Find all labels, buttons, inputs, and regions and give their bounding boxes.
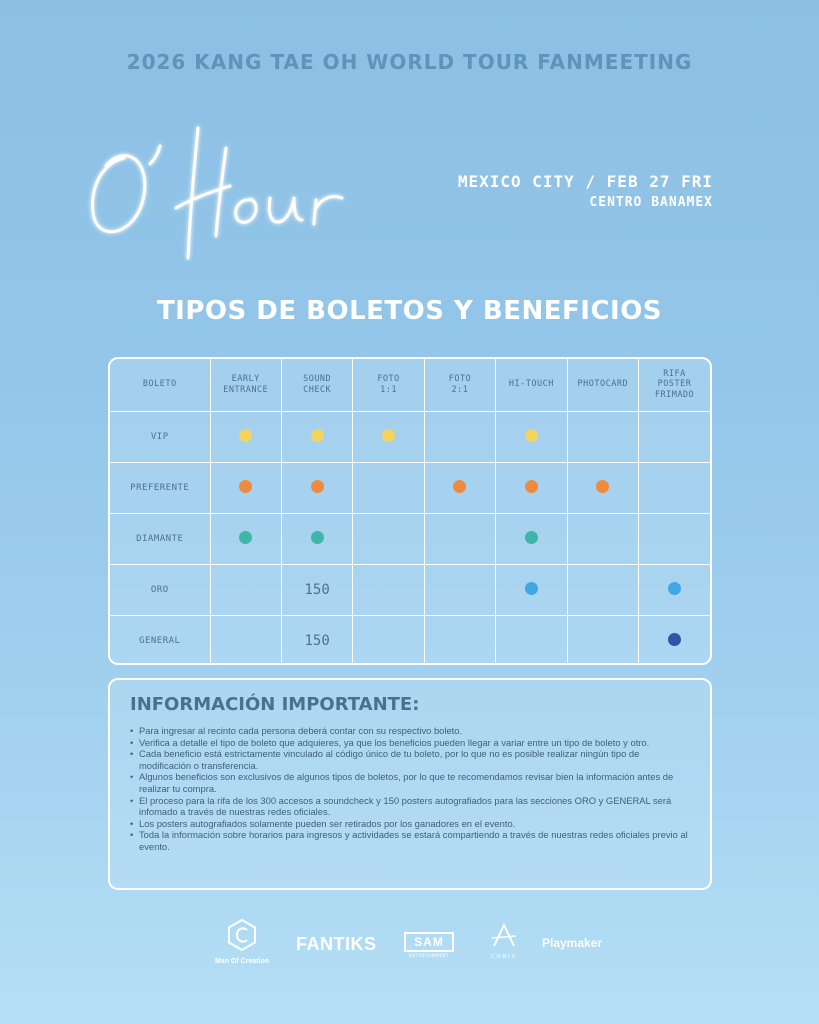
sam-sub: ENTERTAINMENT <box>409 953 449 958</box>
benefit-cell <box>353 462 424 513</box>
sponsor-logos <box>0 912 819 972</box>
benefit-cell <box>567 411 638 462</box>
benefit-cell <box>424 411 495 462</box>
column-header <box>281 359 352 411</box>
ohour-logo-art <box>80 108 370 268</box>
ticket-benefits-table <box>108 357 712 665</box>
column-header-line: 1:1 <box>380 384 397 395</box>
benefit-cell <box>353 615 424 665</box>
row-label: VIP <box>110 411 210 462</box>
benefit-cell <box>353 411 424 462</box>
column-header-line: FOTO <box>448 374 472 385</box>
table-row <box>110 564 710 615</box>
benefit-dot-icon <box>311 531 324 544</box>
row-label: DIAMANTE <box>110 513 210 564</box>
benefit-cell <box>353 564 424 615</box>
benefit-dot-icon <box>668 633 681 646</box>
column-header <box>210 359 281 411</box>
benefit-cell: 150 <box>281 615 352 665</box>
ohour-logo <box>80 108 370 268</box>
benefit-cell: 150 <box>281 564 352 615</box>
benefit-cell <box>424 513 495 564</box>
info-item: • Para ingresar al recinto cada persona deberá contar con su respectivo boleto. <box>130 725 690 737</box>
city-date: MEXICO CITY / FEB 27 FRI <box>457 172 713 191</box>
info-box <box>108 678 712 890</box>
column-header-line: CHECK <box>303 384 332 395</box>
moc-text: Man Of Creation <box>214 958 270 965</box>
info-item: • Toda la información sobre horarios para ingresos y actividades se estará compartiendo a través de nuestras redes oficiales previo al evento. <box>130 829 690 852</box>
column-header <box>567 359 638 411</box>
column-header <box>353 359 424 411</box>
table-row <box>110 411 710 462</box>
benefit-dot-icon <box>382 429 395 442</box>
benefit-cell <box>281 411 352 462</box>
playmaker-logo: Playmaker <box>542 936 603 950</box>
benefit-cell <box>496 513 567 564</box>
fantiks-logo: FANTIKS <box>296 934 377 954</box>
column-header-line: FRIMADO <box>654 390 695 401</box>
row-label: PREFERENTE <box>110 462 210 513</box>
benefit-cell <box>639 615 710 665</box>
row-label: ORO <box>110 564 210 615</box>
benefit-cell <box>567 513 638 564</box>
benefit-cell <box>210 564 281 615</box>
info-list <box>130 725 690 853</box>
column-header-line: 2:1 <box>451 384 469 395</box>
info-item: • Los posters autografiados solamente pueden ser retirados por los ganadores en el evento. <box>130 818 690 830</box>
column-header-line: POSTER <box>657 379 692 390</box>
benefit-cell <box>210 411 281 462</box>
benefit-cell <box>567 615 638 665</box>
benefit-cell <box>567 564 638 615</box>
benefit-cell <box>210 615 281 665</box>
column-header-line: RIFA <box>663 368 686 379</box>
benefit-dot-icon <box>668 582 681 595</box>
table-body <box>110 411 710 665</box>
table-header-row <box>110 359 710 411</box>
benefit-cell <box>496 411 567 462</box>
benefit-cell <box>424 462 495 513</box>
benefit-cell <box>639 411 710 462</box>
column-header-line: HI-TOUCH <box>508 379 554 390</box>
section-title: TIPOS DE BOLETOS Y BENEFICIOS <box>156 296 663 326</box>
info-item: • Algunos beneficios son exclusivos de algunos tipos de boletos, por lo que te recomendamos revisar bien la información antes de realizar tu compra. <box>130 771 690 794</box>
benefit-dot-icon <box>239 531 252 544</box>
benefit-dot-icon <box>239 480 252 493</box>
column-header <box>424 359 495 411</box>
benefit-dot-icon <box>311 480 324 493</box>
conis-logo <box>484 922 524 960</box>
benefit-cell <box>567 462 638 513</box>
benefit-dot-icon <box>525 480 538 493</box>
column-header-line: SOUND <box>303 374 332 385</box>
info-title: INFORMACIÓN IMPORTANTE: <box>130 694 420 715</box>
benefit-cell <box>210 462 281 513</box>
venue: CENTRO BANAMEX <box>589 195 713 210</box>
benefit-dot-icon <box>239 429 252 442</box>
benefit-dot-icon <box>525 582 538 595</box>
table-row <box>110 615 710 665</box>
tour-title: 2026 KANG TAE OH WORLD TOUR FANMEETING <box>126 50 693 74</box>
benefit-cell <box>424 564 495 615</box>
benefit-cell <box>281 462 352 513</box>
info-item: • Verifica a detalle el tipo de boleto que adquieres, ya que los beneficios pueden llegar a variar entre un tipo de boleto y otro. <box>130 737 690 749</box>
moc-mark-icon <box>225 918 259 952</box>
column-header-line: BOLETO <box>142 379 177 390</box>
table-row <box>110 462 710 513</box>
conis-mark-icon <box>490 922 518 950</box>
column-header-line: FOTO <box>377 374 400 385</box>
benefit-cell <box>496 615 567 665</box>
info-item: • Cada beneficio está estrictamente vinculado al código único de tu boleto, por lo que no es posible realizar ningún tipo de modificación o transferencia. <box>130 748 690 771</box>
benefit-dot-icon <box>311 429 324 442</box>
conis-sub: CONIS <box>491 954 517 960</box>
info-item: • El proceso para la rifa de los 300 accesos a soundcheck y 150 posters autografiados para las secciones ORO y GENERAL será infomado a través de nuestras redes oficiales. <box>130 795 690 818</box>
benefit-cell <box>639 564 710 615</box>
benefit-dot-icon <box>596 480 609 493</box>
benefit-cell <box>496 462 567 513</box>
row-label: GENERAL <box>110 615 210 665</box>
man-of-creation-logo <box>212 918 272 965</box>
table-row <box>110 513 710 564</box>
column-header <box>496 359 567 411</box>
column-header-line: PHOTOCARD <box>577 379 629 390</box>
benefit-dot-icon <box>453 480 466 493</box>
benefit-cell <box>210 513 281 564</box>
sam-logo <box>404 932 454 958</box>
benefit-dot-icon <box>525 429 538 442</box>
benefit-cell <box>496 564 567 615</box>
benefit-cell <box>281 513 352 564</box>
event-info <box>458 172 713 210</box>
benefit-dot-icon <box>525 531 538 544</box>
benefit-cell <box>424 615 495 665</box>
benefit-cell <box>353 513 424 564</box>
column-header-line: EARLY <box>231 374 260 385</box>
sam-box: SAM <box>404 932 454 952</box>
benefit-cell <box>639 462 710 513</box>
column-header <box>639 359 710 411</box>
column-header-line: ENTRANCE <box>223 384 269 395</box>
benefit-cell <box>639 513 710 564</box>
column-header <box>110 359 210 411</box>
